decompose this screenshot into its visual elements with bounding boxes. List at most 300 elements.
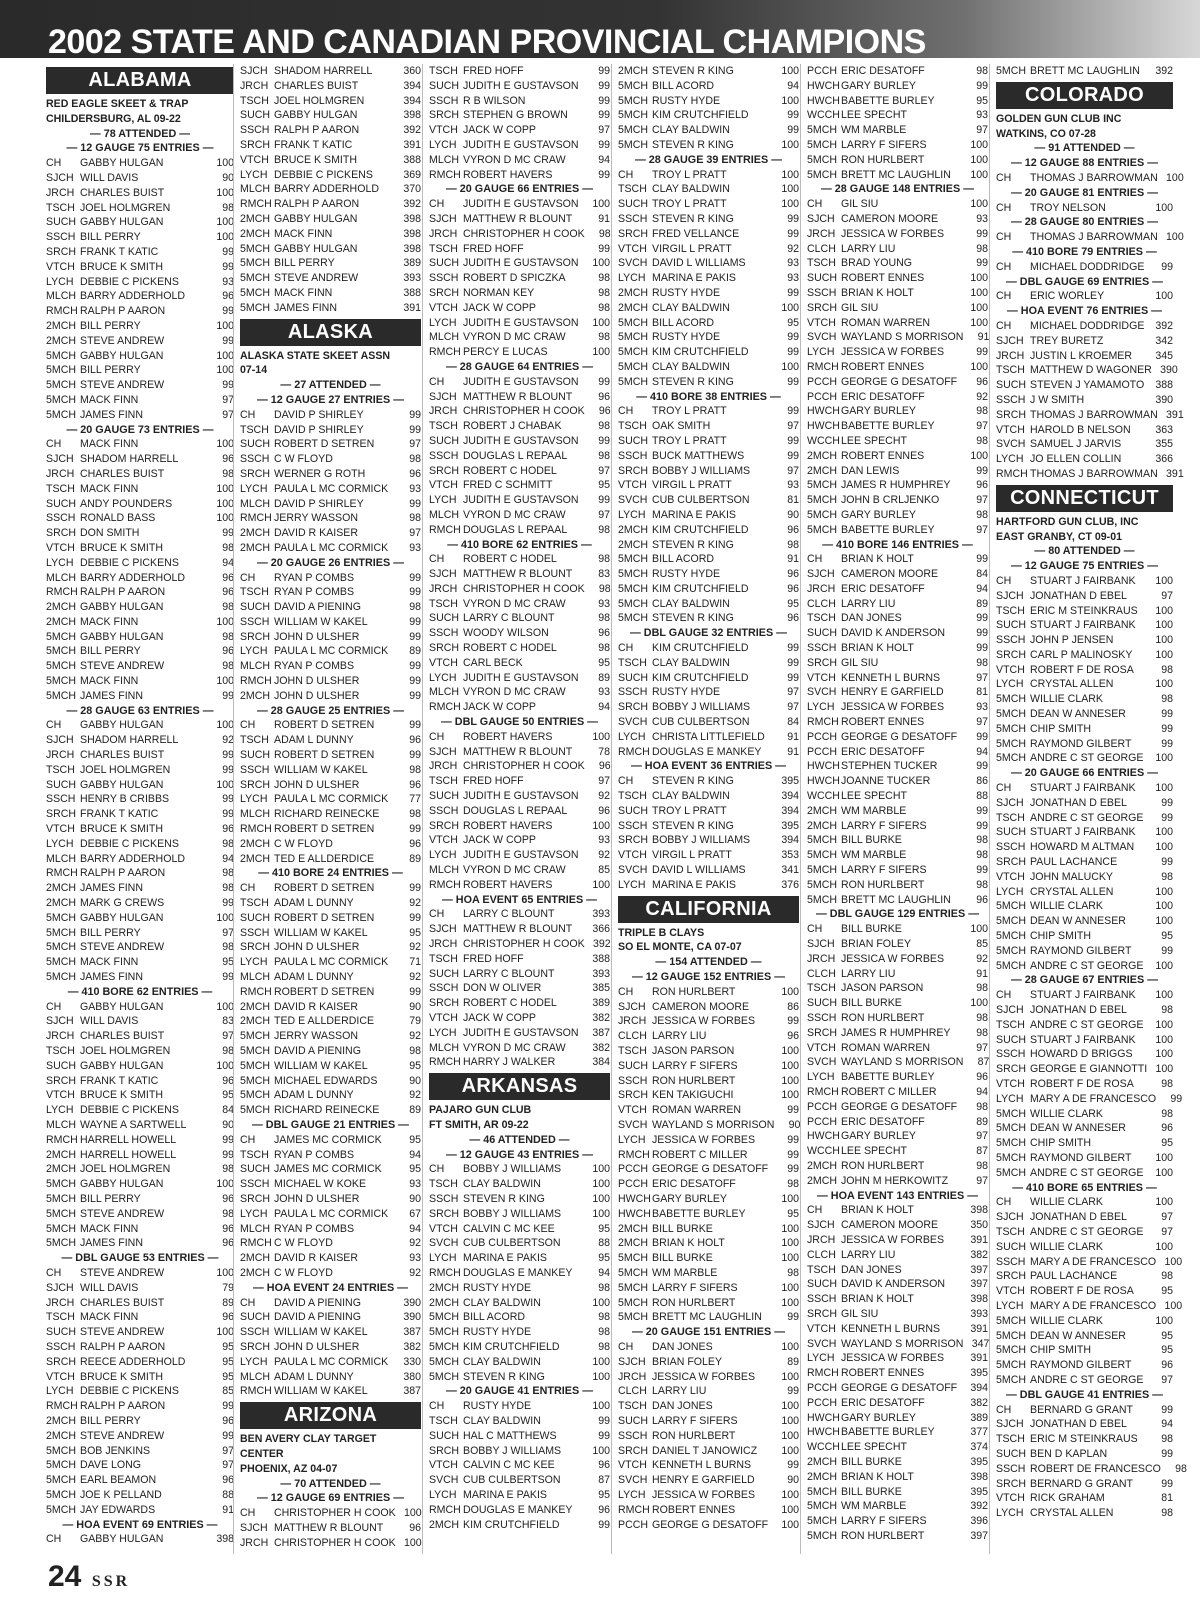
result-row bbox=[996, 1462, 1187, 1477]
shooter-name: MACK FINN bbox=[80, 675, 139, 688]
shooter-name: BRIAN K HOLT bbox=[841, 1293, 914, 1306]
class-code: CH bbox=[996, 319, 1012, 332]
shooter-name: GEORGE G DESATOFF bbox=[841, 730, 958, 743]
result-row bbox=[807, 597, 988, 612]
result-row bbox=[618, 656, 799, 671]
shooter-name: CHARLES BUIST bbox=[80, 186, 165, 199]
shooter-name: DAVID R KAISER bbox=[274, 527, 358, 540]
score: 100 bbox=[781, 1503, 799, 1516]
class-code: HWCH bbox=[807, 405, 840, 418]
shooter-name: ROMAN WARREN bbox=[652, 1104, 742, 1117]
score: 100 bbox=[216, 216, 234, 229]
score: 100 bbox=[781, 1518, 799, 1531]
score: 99 bbox=[787, 1385, 799, 1398]
score: 96 bbox=[1161, 1359, 1173, 1372]
shooter-name: ERIC M STEINKRAUS bbox=[1030, 1433, 1138, 1446]
shooter-name: JONATHAN D EBEL bbox=[1030, 1211, 1127, 1224]
shooter-name: WILLIAM W KAKEL bbox=[274, 1326, 368, 1339]
class-code: VTCH bbox=[429, 1012, 458, 1024]
class-code: JRCH bbox=[429, 227, 458, 240]
shooter-name: JUDITH E GUSTAVSON bbox=[463, 79, 579, 92]
class-code: SVCH bbox=[429, 1237, 459, 1250]
shooter-name: CLAY BALDWIN bbox=[652, 183, 730, 196]
class-code: 5MCH bbox=[46, 408, 77, 421]
class-code: RMCH bbox=[429, 1056, 461, 1069]
shooter-name: JUDITH E GUSTAVSON bbox=[463, 257, 579, 270]
shooter-name: BEN D KAPLAN bbox=[1030, 1447, 1108, 1460]
shooter-name: JOEL HOLMGREN bbox=[274, 94, 365, 107]
shooter-name: BRETT MC LAUGHLIN bbox=[652, 1311, 762, 1324]
result-row bbox=[46, 1207, 234, 1222]
score: 341 bbox=[781, 864, 799, 877]
result-row bbox=[46, 1310, 234, 1325]
class-code: MLCH bbox=[240, 497, 271, 510]
class-code: LYCH bbox=[618, 878, 646, 891]
score: 100 bbox=[781, 301, 799, 314]
shooter-name: CRYSTAL ALLEN bbox=[1030, 678, 1114, 691]
class-code: 2MCH bbox=[240, 1015, 271, 1028]
score: 100 bbox=[1155, 1240, 1173, 1253]
result-row bbox=[429, 1325, 610, 1340]
event-heading: — 12 GAUGE 27 ENTRIES — bbox=[257, 393, 404, 406]
result-row bbox=[240, 822, 421, 837]
class-code: RMCH bbox=[807, 716, 839, 729]
result-row bbox=[240, 197, 421, 212]
class-code: JRCH bbox=[46, 467, 75, 480]
class-code: 5MCH bbox=[807, 849, 838, 862]
result-row bbox=[807, 212, 988, 227]
score: 100 bbox=[970, 997, 988, 1010]
result-row bbox=[807, 1292, 988, 1307]
score: 100 bbox=[781, 198, 799, 211]
result-row bbox=[240, 286, 421, 301]
score: 98 bbox=[598, 449, 610, 462]
result-row bbox=[429, 1251, 610, 1266]
class-code: SJCH bbox=[618, 1355, 646, 1368]
event-heading: — DBL GAUGE 41 ENTRIES — bbox=[1006, 1388, 1163, 1401]
class-code: CH bbox=[240, 1296, 256, 1309]
result-row bbox=[429, 316, 610, 331]
score: 100 bbox=[1164, 1255, 1183, 1268]
class-code: PCCH bbox=[807, 1115, 838, 1128]
shooter-name: PAUL LACHANCE bbox=[1030, 1270, 1118, 1283]
class-code: SSCH bbox=[996, 393, 1026, 406]
shooter-name: GABBY HULGAN bbox=[80, 216, 164, 229]
class-code: SUCH bbox=[240, 601, 271, 614]
score: 395 bbox=[970, 1455, 988, 1468]
result-row bbox=[240, 1506, 421, 1521]
score: 97 bbox=[787, 420, 799, 433]
shooter-name: JOHN D ULSHER bbox=[274, 675, 360, 688]
class-code: 5MCH bbox=[807, 494, 838, 507]
result-row bbox=[46, 349, 234, 364]
result-row bbox=[429, 907, 610, 922]
class-code: RMCH bbox=[429, 878, 461, 891]
score: 99 bbox=[598, 168, 610, 181]
class-code: SUCH bbox=[618, 434, 649, 447]
result-row bbox=[46, 822, 234, 837]
score: 100 bbox=[1155, 619, 1173, 632]
class-code: CH bbox=[429, 1163, 445, 1176]
class-code: SRCH bbox=[46, 527, 77, 540]
shooter-name: JAMES FINN bbox=[80, 408, 143, 421]
result-row bbox=[807, 656, 988, 671]
score: 391 bbox=[970, 1322, 988, 1335]
score: 95 bbox=[222, 1340, 234, 1353]
class-code: SUCH bbox=[618, 1059, 649, 1072]
result-row bbox=[46, 1444, 234, 1459]
result-row bbox=[807, 952, 988, 967]
class-code: 5MCH bbox=[996, 1373, 1027, 1386]
class-code: SRCH bbox=[618, 701, 649, 714]
class-code: 2MCH bbox=[46, 1414, 77, 1427]
score: 97 bbox=[976, 523, 988, 536]
class-code: MLCH bbox=[240, 183, 271, 196]
score: 95 bbox=[222, 1370, 234, 1383]
score: 99 bbox=[1161, 856, 1173, 869]
score: 385 bbox=[592, 982, 610, 995]
shooter-name: DEBBIE C PICKENS bbox=[80, 1104, 179, 1117]
shooter-name: MARINA E PAKIS bbox=[463, 1488, 547, 1501]
result-row bbox=[618, 1236, 799, 1251]
result-row bbox=[46, 852, 234, 867]
class-code: MLCH bbox=[46, 1118, 77, 1131]
result-row bbox=[996, 363, 1178, 378]
state-heading: ALABAMA bbox=[46, 67, 234, 94]
result-row bbox=[618, 1162, 799, 1177]
result-row bbox=[429, 1011, 610, 1026]
class-code: 5MCH bbox=[240, 1059, 271, 1072]
class-code: LYCH bbox=[240, 1355, 268, 1368]
score: 96 bbox=[222, 1237, 234, 1250]
shooter-name: JOHN B CRLJENKO bbox=[841, 494, 940, 507]
shooter-name: LARRY LIU bbox=[652, 1030, 707, 1043]
shooter-name: JOHN D ULSHER bbox=[274, 778, 360, 791]
result-row bbox=[240, 571, 421, 586]
result-row bbox=[46, 1059, 234, 1074]
result-row bbox=[618, 700, 799, 715]
class-code: 5MCH bbox=[807, 479, 838, 492]
class-code: 5MCH bbox=[996, 737, 1027, 750]
score: 92 bbox=[976, 952, 988, 965]
shooter-name: BILL PERRY bbox=[80, 231, 141, 244]
result-row bbox=[46, 334, 234, 349]
result-row bbox=[46, 1488, 234, 1503]
shooter-name: ROBERT HAVERS bbox=[463, 878, 553, 891]
class-code: LYCH bbox=[429, 1488, 457, 1501]
result-row bbox=[807, 1070, 988, 1085]
result-row bbox=[46, 970, 234, 985]
class-code: WCCH bbox=[807, 109, 840, 122]
class-code: CH bbox=[429, 198, 445, 211]
shooter-name: BRIAN K HOLT bbox=[841, 286, 914, 299]
class-code: SUCH bbox=[996, 1447, 1027, 1460]
result-row bbox=[618, 863, 799, 878]
result-row bbox=[807, 153, 988, 168]
score: 81 bbox=[1161, 1492, 1173, 1505]
class-code: JRCH bbox=[429, 405, 458, 418]
class-code: CH bbox=[240, 882, 256, 895]
score: 98 bbox=[598, 523, 610, 536]
class-code: MLCH bbox=[46, 290, 77, 303]
page-number: 24 bbox=[48, 1560, 82, 1593]
club-info: FT SMITH, AR 09-22 bbox=[429, 1118, 529, 1131]
score: 91 bbox=[976, 967, 988, 980]
event-heading: — 20 GAUGE 73 ENTRIES — bbox=[66, 423, 214, 436]
class-code: 5MCH bbox=[996, 708, 1027, 721]
class-code: SJCH bbox=[807, 1219, 835, 1232]
result-row bbox=[429, 271, 610, 286]
class-code: TSCH bbox=[807, 982, 836, 995]
state-heading: CALIFORNIA bbox=[618, 896, 799, 923]
score: 99 bbox=[787, 1311, 799, 1324]
result-row bbox=[240, 94, 421, 109]
class-code: SSCH bbox=[429, 804, 459, 817]
class-code: TSCH bbox=[996, 1433, 1025, 1446]
class-code: MLCH bbox=[240, 660, 271, 673]
class-code: 5MCH bbox=[807, 1485, 838, 1498]
result-row bbox=[996, 663, 1173, 678]
score: 98 bbox=[222, 201, 234, 214]
score: 97 bbox=[409, 527, 421, 540]
result-row bbox=[996, 633, 1173, 648]
score: 89 bbox=[409, 645, 421, 658]
result-row bbox=[429, 1281, 610, 1296]
result-row bbox=[240, 1029, 421, 1044]
shooter-name: RALPH P AARON bbox=[80, 1400, 166, 1413]
class-code: LYCH bbox=[807, 346, 835, 359]
score: 93 bbox=[787, 479, 799, 492]
class-code: LYCH bbox=[240, 482, 268, 495]
result-row bbox=[46, 748, 234, 763]
score: 398 bbox=[970, 1470, 988, 1483]
shooter-name: WM MARBLE bbox=[841, 849, 907, 862]
shooter-name: CALVIN C MC KEE bbox=[463, 1222, 555, 1235]
result-row bbox=[429, 567, 610, 582]
shooter-name: DAVID K ANDERSON bbox=[841, 1278, 945, 1291]
class-code: SUCH bbox=[996, 619, 1027, 632]
score: 388 bbox=[403, 153, 421, 166]
score: 100 bbox=[1155, 826, 1173, 839]
score: 99 bbox=[409, 749, 421, 762]
score: 97 bbox=[222, 1444, 234, 1457]
class-code: SJCH bbox=[618, 1000, 646, 1013]
shooter-name: CUB CULBERTSON bbox=[652, 494, 750, 507]
class-code: CH bbox=[240, 1133, 256, 1146]
result-row bbox=[240, 970, 421, 985]
result-row bbox=[807, 1144, 988, 1159]
score: 94 bbox=[598, 701, 610, 714]
class-code: SVCH bbox=[996, 438, 1026, 451]
score: 388 bbox=[592, 952, 610, 965]
shooter-name: MARY A DE FRANCESCO bbox=[1030, 1299, 1157, 1312]
result-row bbox=[996, 1255, 1183, 1270]
result-row bbox=[618, 1222, 799, 1237]
result-row bbox=[807, 345, 988, 360]
result-row bbox=[46, 1429, 234, 1444]
result-row bbox=[618, 1414, 799, 1429]
class-code: 5MCH bbox=[618, 597, 649, 610]
score: 390 bbox=[1155, 393, 1173, 406]
score: 98 bbox=[1161, 1107, 1173, 1120]
class-code: SSCH bbox=[807, 642, 837, 655]
score: 98 bbox=[409, 763, 421, 776]
score: 98 bbox=[222, 941, 234, 954]
result-row bbox=[46, 733, 234, 748]
score: 98 bbox=[1175, 1462, 1187, 1475]
shooter-name: GEORGE G DESATOFF bbox=[841, 1100, 958, 1113]
result-row bbox=[429, 375, 610, 390]
event-heading: — 410 BORE 38 ENTRIES — bbox=[636, 390, 781, 403]
class-code: SJCH bbox=[807, 212, 835, 225]
shooter-name: DAN JONES bbox=[841, 1263, 902, 1276]
score: 100 bbox=[1155, 1196, 1173, 1209]
class-code: 5MCH bbox=[996, 959, 1027, 972]
score: 96 bbox=[598, 804, 610, 817]
class-code: SRCH bbox=[429, 819, 460, 832]
score: 95 bbox=[598, 1488, 610, 1501]
class-code: SSCH bbox=[996, 1255, 1026, 1268]
score: 83 bbox=[598, 568, 610, 581]
class-code: 5MCH bbox=[240, 257, 271, 270]
result-row bbox=[240, 497, 421, 512]
result-row bbox=[807, 123, 988, 138]
class-code: VTCH bbox=[618, 849, 647, 862]
shooter-name: RAYMOND GILBERT bbox=[1030, 944, 1132, 957]
result-row bbox=[240, 79, 421, 94]
result-row bbox=[618, 360, 799, 375]
class-code: 5MCH bbox=[996, 1151, 1027, 1164]
result-row bbox=[240, 1384, 421, 1399]
class-code: JRCH bbox=[46, 1296, 75, 1309]
result-row bbox=[618, 1473, 799, 1488]
shooter-name: BILL BURKE bbox=[841, 923, 902, 936]
shooter-name: WM MARBLE bbox=[652, 1266, 718, 1279]
class-code: SSCH bbox=[429, 449, 459, 462]
score: 89 bbox=[598, 671, 610, 684]
result-row bbox=[996, 796, 1173, 811]
shooter-name: JESSICA W FORBES bbox=[652, 1370, 756, 1383]
score: 99 bbox=[222, 897, 234, 910]
event-heading: — 12 GAUGE 75 ENTRIES — bbox=[66, 142, 214, 155]
result-row bbox=[46, 171, 234, 186]
score: 92 bbox=[787, 242, 799, 255]
shooter-name: TROY L PRATT bbox=[652, 405, 727, 418]
result-row bbox=[429, 390, 610, 405]
shooter-name: STUART J FAIRBANK bbox=[1030, 826, 1136, 839]
result-row bbox=[618, 552, 799, 567]
score: 391 bbox=[403, 301, 421, 314]
shooter-name: JESSICA W FORBES bbox=[841, 227, 945, 240]
result-row bbox=[996, 467, 1184, 482]
result-row bbox=[240, 482, 421, 497]
shooter-name: TROY L PRATT bbox=[652, 434, 727, 447]
score: 99 bbox=[409, 408, 421, 421]
shooter-name: DEAN W ANNESER bbox=[1030, 1122, 1126, 1135]
score: 89 bbox=[409, 1104, 421, 1117]
result-row bbox=[807, 449, 988, 464]
shooter-name: MATTHEW R BLOUNT bbox=[463, 568, 573, 581]
shooter-name: C W FLOYD bbox=[274, 1237, 333, 1250]
class-code: SRCH bbox=[618, 227, 649, 240]
shooter-name: STEVE ANDREW bbox=[274, 272, 359, 285]
class-code: SRCH bbox=[807, 656, 838, 669]
score: 347 bbox=[971, 1337, 990, 1350]
result-row bbox=[807, 819, 988, 834]
event-heading: — 12 GAUGE 43 ENTRIES — bbox=[446, 1148, 593, 1161]
class-code: MLCH bbox=[429, 864, 460, 877]
class-code: LYCH bbox=[618, 272, 646, 285]
result-row bbox=[618, 819, 799, 834]
score: 93 bbox=[787, 257, 799, 270]
shooter-name: CLAY BALDWIN bbox=[463, 1178, 541, 1191]
score: 99 bbox=[976, 864, 988, 877]
class-code: CLCH bbox=[807, 242, 836, 255]
score: 99 bbox=[222, 793, 234, 806]
class-code: SJCH bbox=[996, 1004, 1024, 1017]
score: 100 bbox=[216, 186, 234, 199]
event-heading: — 28 GAUGE 63 ENTRIES — bbox=[66, 704, 214, 717]
score: 99 bbox=[598, 65, 610, 77]
result-row bbox=[618, 1399, 799, 1414]
class-code: 5MCH bbox=[46, 379, 77, 392]
class-code: SJCH bbox=[996, 334, 1024, 347]
shooter-name: ADAM L DUNNY bbox=[274, 897, 354, 910]
result-row bbox=[429, 523, 610, 538]
score: 99 bbox=[598, 94, 610, 107]
class-code: LYCH bbox=[429, 1252, 457, 1265]
result-row bbox=[46, 1370, 234, 1385]
score: 99 bbox=[222, 749, 234, 762]
class-code: CLCH bbox=[807, 597, 836, 610]
result-row bbox=[240, 644, 421, 659]
shooter-name: LARRY F SIFERS bbox=[841, 138, 927, 151]
result-row bbox=[618, 567, 799, 582]
shooter-name: THOMAS J BARROWMAN bbox=[1030, 467, 1158, 480]
score: 398 bbox=[216, 1533, 234, 1546]
class-code: VTCH bbox=[240, 153, 269, 166]
class-code: 5MCH bbox=[46, 1444, 77, 1457]
event-heading: — 20 GAUGE 41 ENTRIES — bbox=[446, 1385, 593, 1398]
shooter-name: MICHAEL W KOKE bbox=[274, 1178, 367, 1191]
result-row bbox=[429, 1041, 610, 1056]
result-row bbox=[46, 1325, 234, 1340]
score: 100 bbox=[216, 231, 234, 244]
result-row bbox=[618, 1074, 799, 1089]
shooter-name: PAULA L MC CORMICK bbox=[274, 482, 389, 495]
shooter-name: ROBERT C MILLER bbox=[841, 1085, 937, 1098]
class-code: TSCH bbox=[46, 482, 75, 495]
shooter-name: ROBERT C HODEL bbox=[463, 553, 557, 566]
score: 99 bbox=[787, 1163, 799, 1176]
result-row bbox=[240, 852, 421, 867]
class-code: 5MCH bbox=[46, 660, 77, 673]
shooter-name: JOHN MALUCKY bbox=[1030, 870, 1113, 883]
score: 96 bbox=[598, 1459, 610, 1472]
class-code: 2MCH bbox=[240, 227, 271, 240]
class-code: LYCH bbox=[996, 885, 1024, 898]
class-code: RMCH bbox=[618, 1503, 650, 1516]
class-code: 5MCH bbox=[618, 1281, 649, 1294]
class-code: JRCH bbox=[429, 938, 458, 951]
shooter-name: GARY BURLEY bbox=[841, 1130, 916, 1143]
class-code: LYCH bbox=[429, 671, 457, 684]
shooter-name: DOUGLAS L REPAAL bbox=[463, 523, 568, 536]
shooter-name: CAMERON MOORE bbox=[841, 568, 939, 581]
shooter-name: JOE K PELLAND bbox=[80, 1488, 162, 1501]
result-row bbox=[429, 1177, 610, 1192]
shooter-name: RUSTY HYDE bbox=[652, 568, 721, 581]
